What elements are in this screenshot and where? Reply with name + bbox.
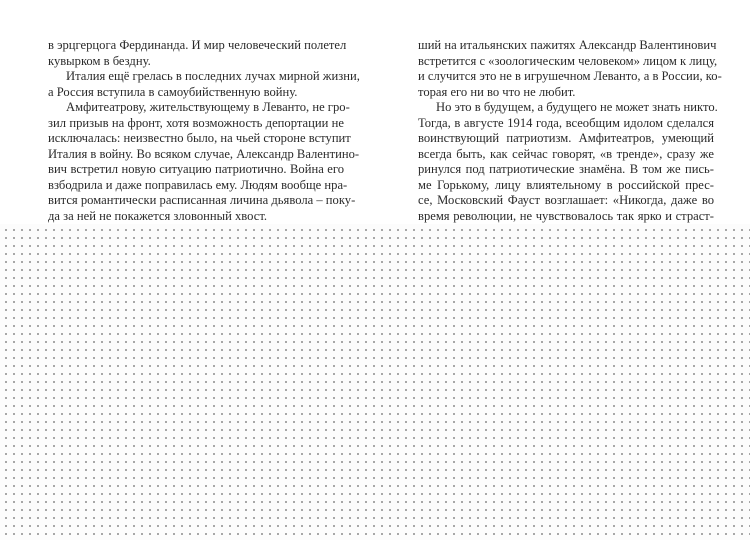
text-line: всегда быть, как сейчас говорят, «в тренде», сразу же	[418, 146, 714, 161]
text-line: вится романтически расписанная личина дьявола – поку-	[48, 193, 356, 207]
text-line: время революции, не чувствовалось так ярко и страст-	[418, 208, 714, 223]
text-line: воинствующий патриотизм. Амфитеатров, умеющий	[418, 131, 714, 145]
text-line: а Россия вступила в самоубийственную войну.	[48, 84, 298, 99]
left-paragraph-3	[48, 100, 360, 224]
text-line: да за ней не покажется зловонный хвост.	[48, 208, 268, 223]
text-line: ший на итальянских пажитях Александр Валентинович	[418, 38, 717, 52]
text-line: Амфитеатрову, жительствующему в Леванто, не гро-	[66, 100, 350, 114]
text-line: Италия в войну. Во всяком случае, Александр Валентино-	[48, 146, 360, 161]
text-line: и случится это не в игрушечном Леванто, а в России, ко-	[418, 69, 722, 83]
text-line: ринулся под патриотические знамёна. В том же пись-	[418, 162, 714, 176]
text-line: Но это в будущем, а будущего не может знать никто.	[436, 100, 718, 114]
text-line: взбодрила и даже поправилась ему. Людям вообще нра-	[48, 177, 348, 192]
text-line: се, Московский Фауст возглашает: «Никогда, даже во	[418, 193, 714, 207]
text-line: вич встретил новую ситуацию патриотично. Война его	[48, 162, 344, 176]
left-paragraph-1	[48, 38, 347, 69]
text-line: зил призыв на фронт, хотя возможность депортации не	[48, 115, 344, 130]
text-line: исключалась: неизвестно было, на чьей стороне вступит	[48, 131, 351, 145]
text-line: торая его ни во что не любит.	[418, 84, 576, 99]
scan-noise-overlay	[0, 224, 750, 540]
left-paragraph-2	[48, 69, 360, 100]
text-line: кувырком в бездну.	[48, 53, 151, 68]
text-line: Тогда, в августе 1914 года, всеобщим идолом сделался	[418, 115, 714, 130]
text-line: встретится с «зоологическим человеком» лицом к лицу,	[418, 53, 718, 68]
text-line: ме Горькому, лицу влиятельному в российской прес-	[418, 177, 714, 192]
text-line: в эрцгерцога Фердинанда. И мир человеческий полетел	[48, 38, 347, 52]
text-line: Италия ещё грелась в последних лучах мирной жизни,	[66, 69, 360, 83]
right-paragraph-1	[418, 38, 722, 100]
